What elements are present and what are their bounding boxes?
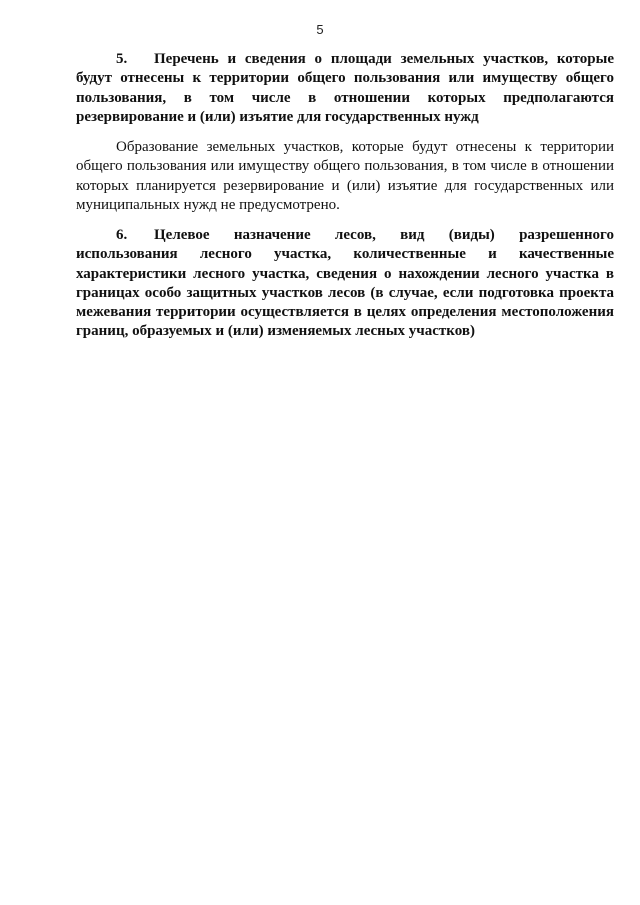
section-5-body-text: Образование земельных участков, которые будут отнесены к территории общего пользования или имуществу общего пользования, в том числе в отношении которых планируется резервирование и (или) изъятие для государственных или муниципальных нужд не предусмотрено. xyxy=(76,139,614,213)
section-5-heading-text: Перечень и сведения о площади земельных участков, которые будут отнесены к территории общего пользования или имуществу общего пользования, в том числе в отношении которых предполагаются резервирование и (или) изъятие для государственных нужд xyxy=(76,51,614,125)
section-6-heading xyxy=(76,226,614,342)
page-number: 5 xyxy=(316,22,324,37)
section-5-number: 5. xyxy=(116,51,128,67)
section-5-body xyxy=(76,138,614,215)
section-6-number: 6. xyxy=(116,227,128,243)
section-5-heading xyxy=(76,50,614,127)
section-6-heading-text: Целевое назначение лесов, вид (виды) разрешенного использования лесного участка, количественные и качественные характеристики лесного участка, сведения о нахождении лесного участка в границах особо защитных участков лесов (в случае, если подготовка проекта межевания территории осуществляется в целях определения местоположения границ, образуемых и (или) изменяемых лесных участков) xyxy=(76,227,614,340)
